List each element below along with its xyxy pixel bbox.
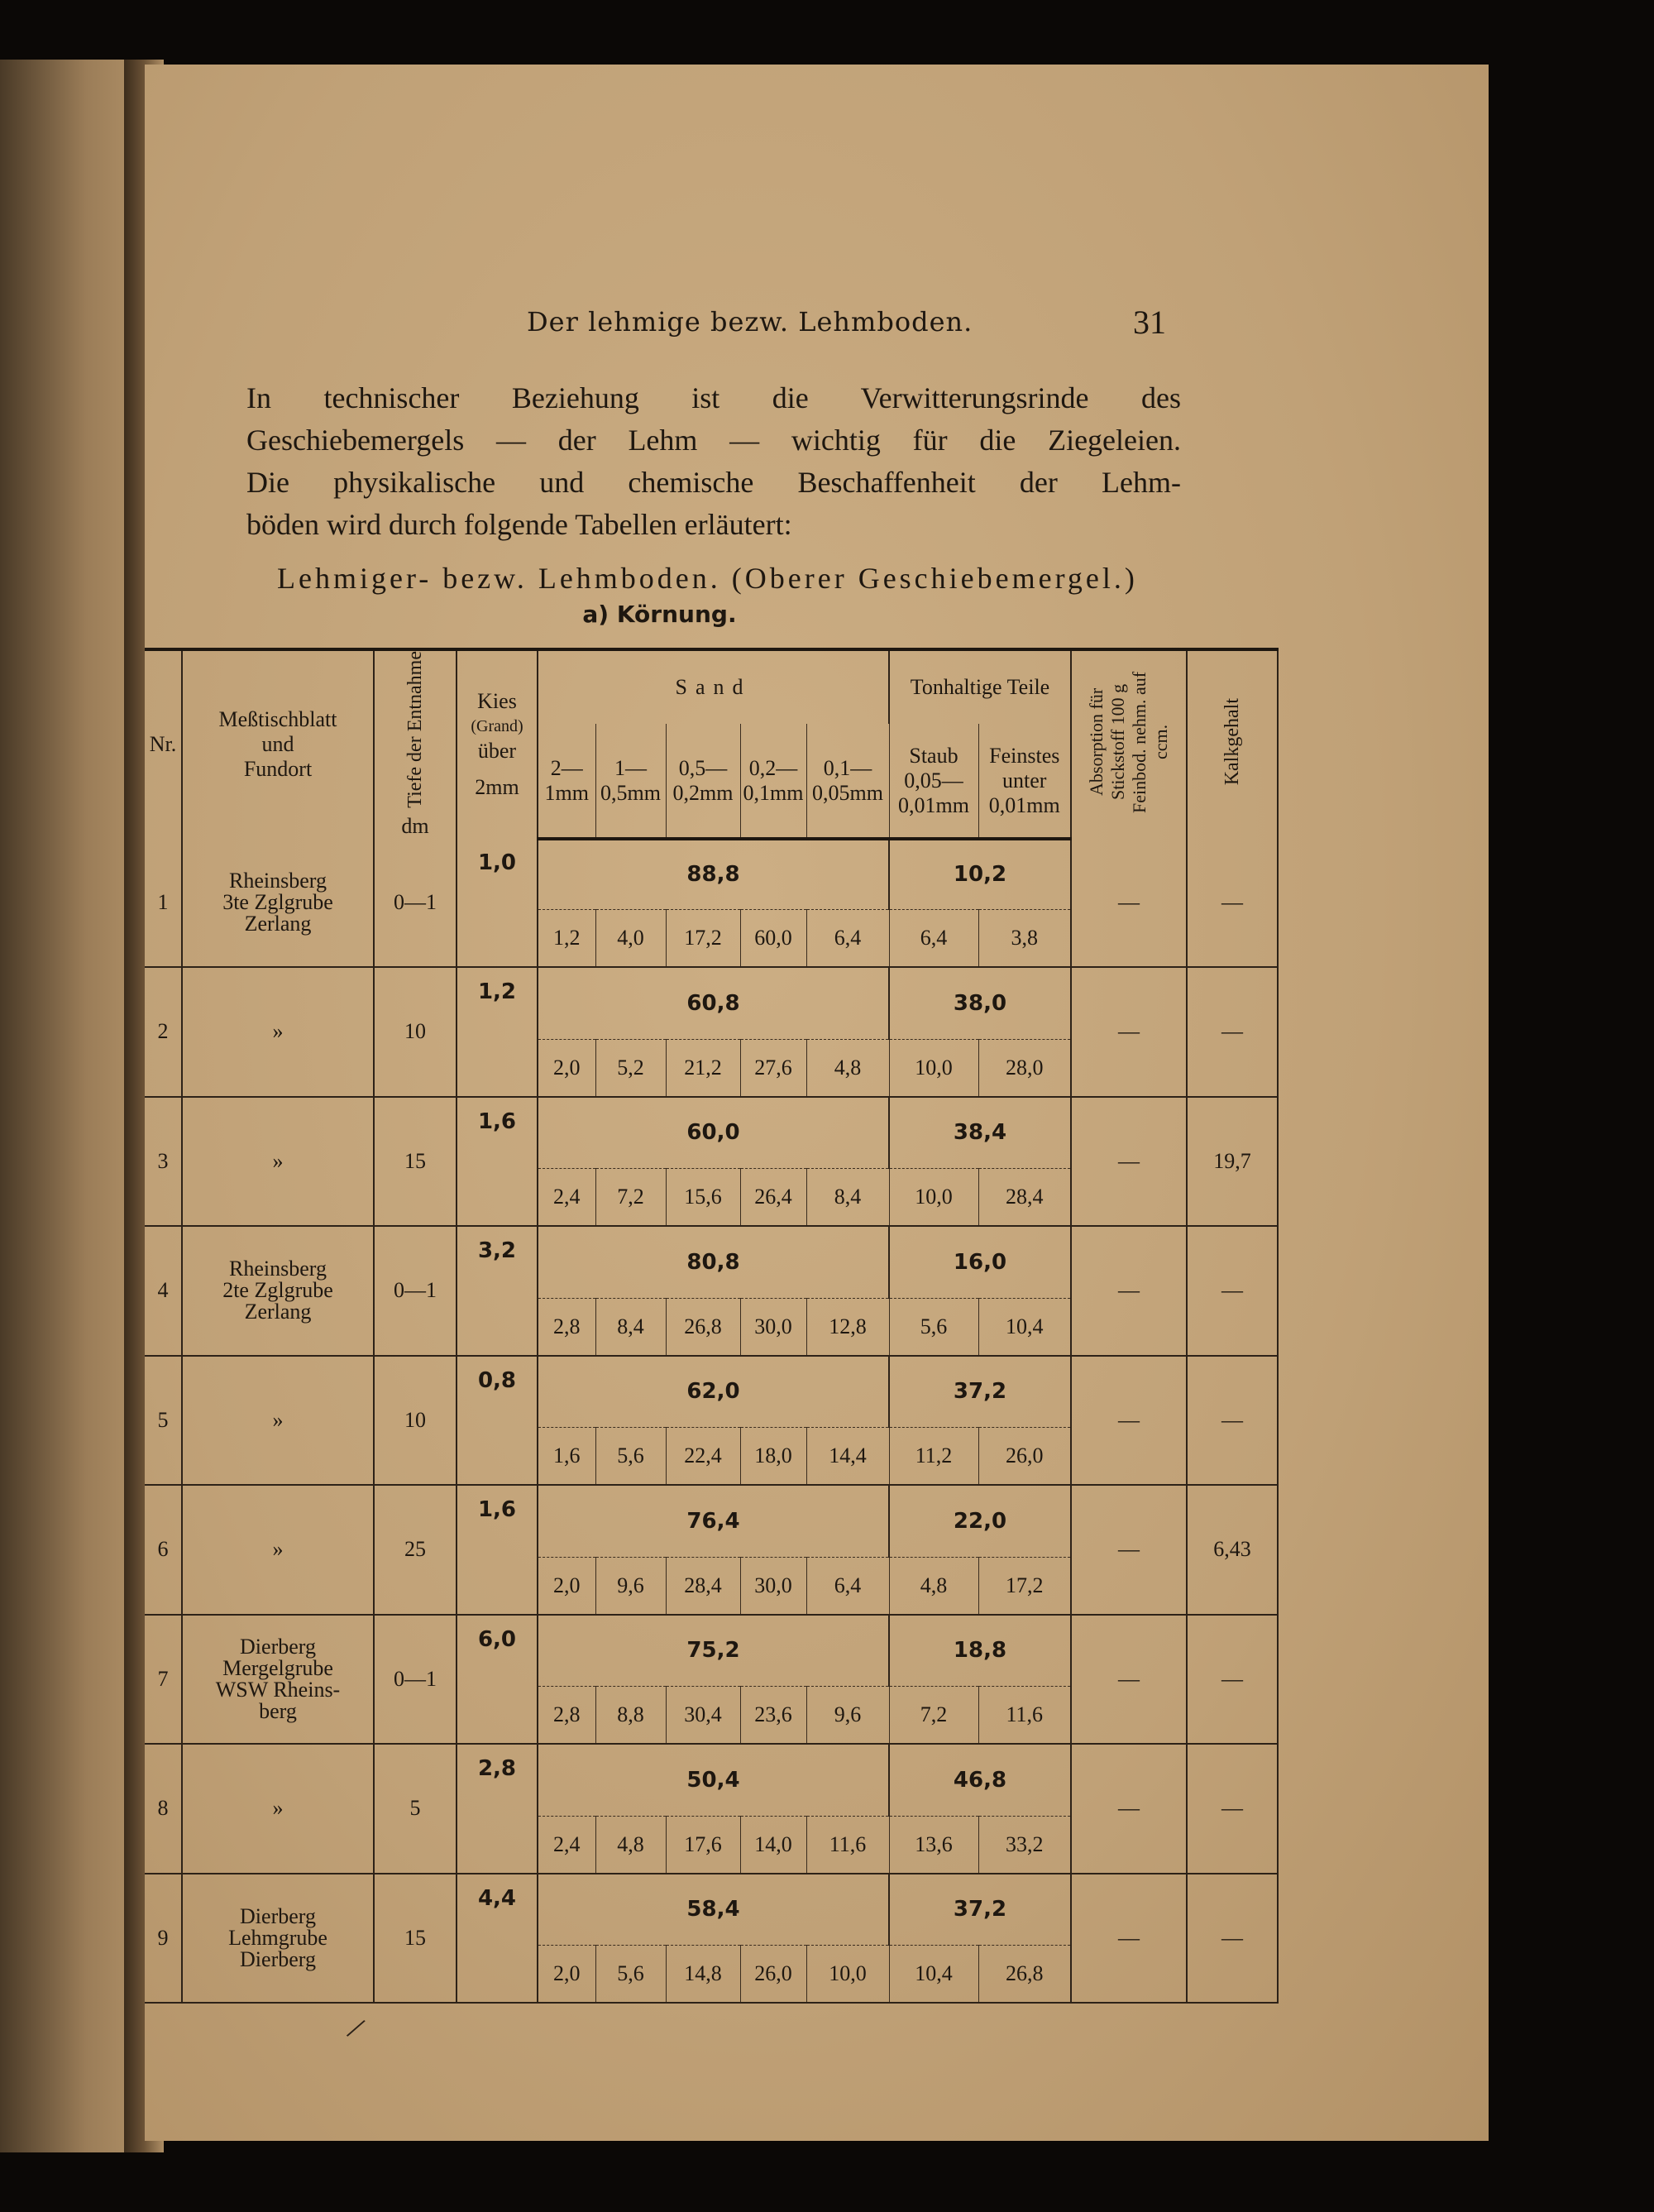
- fundort-line: 2te Zglgrube: [222, 1278, 333, 1303]
- row-kies-blank: [457, 1428, 538, 1486]
- row-kies-blank: [457, 1687, 538, 1745]
- fundort-line: »: [272, 1537, 284, 1562]
- row-sand-total: 58,4: [538, 1874, 889, 1946]
- row-sand-fraction: 14,4: [806, 1428, 889, 1486]
- table-body: [145, 839, 1278, 2004]
- row-sand-fraction: 60,0: [740, 910, 806, 968]
- header-fundort-line: Meßtischblatt: [218, 707, 337, 732]
- row-sand-fraction: 30,4: [666, 1687, 740, 1745]
- row-sand-fraction: 26,8: [666, 1298, 740, 1356]
- table-row: [145, 1744, 1278, 1816]
- fundort-line: berg: [259, 1698, 297, 1723]
- row-kies-blank: [457, 1816, 538, 1874]
- row-sand-fraction: 27,6: [740, 1039, 806, 1097]
- row-tiefe: 5: [374, 1744, 457, 1874]
- row-sand-fraction: 17,2: [666, 910, 740, 968]
- paragraph-line: Die physikalische und chemische Beschaffenheit der Lehm-: [246, 466, 1181, 499]
- row-ton-total: 37,2: [889, 1356, 1071, 1428]
- row-staub: 5,6: [889, 1298, 978, 1356]
- row-sand-fraction: 9,6: [595, 1557, 666, 1615]
- header-fundort-line: und: [261, 732, 294, 757]
- row-sand-fraction: 14,0: [740, 1816, 806, 1874]
- fundort-line: Zerlang: [244, 911, 312, 936]
- header-sand-fraction: 0,2— 0,1mm: [740, 724, 806, 838]
- row-absorption: —: [1071, 839, 1187, 968]
- row-ton-total: 38,4: [889, 1097, 1071, 1169]
- row-tiefe: 0—1: [374, 1615, 457, 1745]
- row-feinstes: 10,4: [978, 1298, 1071, 1356]
- row-ton-total: 16,0: [889, 1226, 1071, 1298]
- paragraph-line: Geschiebemergels — der Lehm — wichtig für die Ziegeleien.: [246, 424, 1181, 457]
- row-sand-fraction: 2,0: [538, 1039, 595, 1097]
- table-row: [145, 839, 1278, 910]
- row-sand-fraction: 6,4: [806, 1557, 889, 1615]
- fundort-line: Dierberg: [240, 1634, 316, 1659]
- row-kies: 0,8: [457, 1356, 538, 1428]
- row-sand-total: 60,8: [538, 967, 889, 1039]
- row-nr: 6: [145, 1485, 182, 1615]
- row-sand-fraction: 26,4: [740, 1169, 806, 1227]
- row-sand-fraction: 4,8: [595, 1816, 666, 1874]
- row-kies: 6,0: [457, 1615, 538, 1687]
- row-kalk: —: [1187, 1744, 1278, 1874]
- row-kalk: 6,43: [1187, 1485, 1278, 1615]
- row-tiefe: 25: [374, 1485, 457, 1615]
- table-title: a) Körnung.: [582, 601, 737, 628]
- header-kies-line: (Grand): [471, 717, 523, 736]
- header-staub: Staub 0,05— 0,01mm: [889, 724, 978, 838]
- row-kalk: —: [1187, 1356, 1278, 1486]
- header-kies-line: Kies: [477, 689, 517, 714]
- row-sand-total: 60,0: [538, 1097, 889, 1169]
- row-kies: 3,2: [457, 1226, 538, 1298]
- header-kies-line: über: [477, 739, 517, 764]
- row-sand-fraction: 2,0: [538, 1557, 595, 1615]
- row-sand-fraction: 2,8: [538, 1298, 595, 1356]
- row-tiefe: 0—1: [374, 839, 457, 968]
- table-row: [145, 1874, 1278, 1946]
- row-nr: 8: [145, 1744, 182, 1874]
- fundort-line: »: [272, 1796, 284, 1821]
- row-kalk: —: [1187, 1615, 1278, 1745]
- row-feinstes: 33,2: [978, 1816, 1071, 1874]
- row-staub: 6,4: [889, 910, 978, 968]
- row-sand-fraction: 12,8: [806, 1298, 889, 1356]
- row-sand-fraction: 11,6: [806, 1816, 889, 1874]
- row-kalk: —: [1187, 967, 1278, 1097]
- header-fundort-line: Fundort: [243, 757, 313, 782]
- row-feinstes: 26,0: [978, 1428, 1071, 1486]
- row-sand-total: 88,8: [538, 839, 889, 910]
- fundort-line: Rheinsberg: [229, 868, 327, 893]
- row-feinstes: 28,0: [978, 1039, 1071, 1097]
- fundort-line: Lehmgrube: [228, 1925, 327, 1950]
- row-ton-total: 10,2: [889, 839, 1071, 910]
- row-ton-total: 18,8: [889, 1615, 1071, 1687]
- row-nr: 3: [145, 1097, 182, 1227]
- row-tiefe: 15: [374, 1874, 457, 2004]
- running-head: [145, 306, 1489, 347]
- header-sand-fraction: 0,1— 0,05mm: [806, 724, 889, 838]
- row-staub: 4,8: [889, 1557, 978, 1615]
- row-fundort: [182, 1744, 374, 1874]
- section-title: Lehmiger- bezw. Lehmboden. (Oberer Geschiebemergel.): [277, 562, 1138, 595]
- header-sand-fraction: 1— 0,5mm: [595, 724, 666, 838]
- row-fundort: [182, 1097, 374, 1227]
- row-tiefe: 0—1: [374, 1226, 457, 1356]
- row-kies: 1,2: [457, 967, 538, 1039]
- row-ton-total: 22,0: [889, 1485, 1071, 1557]
- row-sand-fraction: 5,6: [595, 1946, 666, 2004]
- row-sand-fraction: 18,0: [740, 1428, 806, 1486]
- row-staub: 7,2: [889, 1687, 978, 1745]
- header-tiefe: [374, 649, 457, 839]
- row-nr: 4: [145, 1226, 182, 1356]
- row-sand-fraction: 8,4: [595, 1298, 666, 1356]
- row-absorption: —: [1071, 967, 1187, 1097]
- row-absorption: —: [1071, 1615, 1187, 1745]
- row-sand-total: 50,4: [538, 1744, 889, 1816]
- row-staub: 11,2: [889, 1428, 978, 1486]
- row-feinstes: 17,2: [978, 1557, 1071, 1615]
- row-fundort: [182, 1874, 374, 2004]
- row-ton-total: 37,2: [889, 1874, 1071, 1946]
- row-staub: 10,0: [889, 1039, 978, 1097]
- row-tiefe: 10: [374, 967, 457, 1097]
- book-page: [145, 65, 1489, 2141]
- row-ton-total: 38,0: [889, 967, 1071, 1039]
- row-kies: 1,6: [457, 1097, 538, 1169]
- row-sand-fraction: 8,8: [595, 1687, 666, 1745]
- row-sand-fraction: 26,0: [740, 1946, 806, 2004]
- fundort-line: WSW Rheins-: [215, 1677, 341, 1702]
- paragraph-line: In technischer Beziehung ist die Verwitterungsrinde des: [246, 381, 1181, 414]
- row-kalk: —: [1187, 1226, 1278, 1356]
- fundort-line: Dierberg: [240, 1946, 316, 1971]
- row-nr: 1: [145, 839, 182, 968]
- header-nr: Nr.: [145, 649, 182, 839]
- row-sand-fraction: 21,2: [666, 1039, 740, 1097]
- table-row: [145, 1485, 1278, 1557]
- row-sand-fraction: 23,6: [740, 1687, 806, 1745]
- fundort-line: Dierberg: [240, 1903, 316, 1928]
- row-nr: 7: [145, 1615, 182, 1745]
- header-kalk-label: Kalkgehalt: [1221, 698, 1243, 786]
- row-kies: 4,4: [457, 1874, 538, 1946]
- running-head-title: Der lehmige bezw. Lehmboden.: [527, 306, 973, 338]
- pencil-mark: /: [342, 2009, 370, 2047]
- header-absorption-label: Absorption für Stickstoff 100 g Feinbod. nehm. auf ccm.: [1086, 671, 1171, 813]
- table-row: [145, 1615, 1278, 1687]
- row-sand-fraction: 2,4: [538, 1169, 595, 1227]
- row-kies: 2,8: [457, 1744, 538, 1816]
- row-absorption: —: [1071, 1874, 1187, 2004]
- row-sand-fraction: 9,6: [806, 1687, 889, 1745]
- table-row: [145, 1356, 1278, 1428]
- row-sand-fraction: 22,4: [666, 1428, 740, 1486]
- row-kies-blank: [457, 910, 538, 968]
- row-feinstes: 26,8: [978, 1946, 1071, 2004]
- row-sand-fraction: 2,8: [538, 1687, 595, 1745]
- row-absorption: —: [1071, 1356, 1187, 1486]
- row-sand-fraction: 8,4: [806, 1169, 889, 1227]
- row-sand-fraction: 10,0: [806, 1946, 889, 2004]
- row-absorption: —: [1071, 1097, 1187, 1227]
- table-row: [145, 1097, 1278, 1169]
- row-kalk: 19,7: [1187, 1097, 1278, 1227]
- row-fundort: [182, 967, 374, 1097]
- row-sand-fraction: 28,4: [666, 1557, 740, 1615]
- row-feinstes: 3,8: [978, 910, 1071, 968]
- fundort-line: »: [272, 1407, 284, 1432]
- row-sand-fraction: 14,8: [666, 1946, 740, 2004]
- row-sand-fraction: 30,0: [740, 1557, 806, 1615]
- paragraph-line: böden wird durch folgende Tabellen erläutert:: [246, 508, 792, 541]
- header-kies: [457, 649, 538, 839]
- header-ton: Tonhaltige Teile: [889, 649, 1071, 724]
- row-sand-total: 80,8: [538, 1226, 889, 1298]
- row-nr: 5: [145, 1356, 182, 1486]
- row-feinstes: 28,4: [978, 1169, 1071, 1227]
- row-sand-fraction: 6,4: [806, 910, 889, 968]
- header-sand-fraction: 2— 1mm: [538, 724, 595, 838]
- page-number: 31: [1133, 304, 1166, 341]
- grain-size-table: [145, 648, 1279, 2004]
- header-sand-fraction: 0,5— 0,2mm: [666, 724, 740, 838]
- row-sand-fraction: 4,0: [595, 910, 666, 968]
- row-sand-total: 62,0: [538, 1356, 889, 1428]
- header-fundort: [182, 649, 374, 839]
- row-sand-total: 76,4: [538, 1485, 889, 1557]
- fundort-line: Zerlang: [244, 1300, 312, 1324]
- row-fundort: [182, 1356, 374, 1486]
- row-kies-blank: [457, 1169, 538, 1227]
- header-kies-line: 2mm: [475, 775, 519, 800]
- row-sand-fraction: 5,6: [595, 1428, 666, 1486]
- row-absorption: —: [1071, 1485, 1187, 1615]
- row-sand-fraction: 2,4: [538, 1816, 595, 1874]
- row-sand-fraction: 15,6: [666, 1169, 740, 1227]
- row-nr: 9: [145, 1874, 182, 2004]
- row-kies-blank: [457, 1039, 538, 1097]
- row-staub: 13,6: [889, 1816, 978, 1874]
- fundort-line: Mergelgrube: [222, 1655, 333, 1680]
- row-nr: 2: [145, 967, 182, 1097]
- row-absorption: —: [1071, 1226, 1187, 1356]
- row-tiefe: 15: [374, 1097, 457, 1227]
- row-fundort: [182, 839, 374, 968]
- row-ton-total: 46,8: [889, 1744, 1071, 1816]
- fundort-line: »: [272, 1148, 284, 1173]
- row-sand-fraction: 30,0: [740, 1298, 806, 1356]
- fundort-line: 3te Zglgrube: [222, 889, 333, 914]
- row-staub: 10,0: [889, 1169, 978, 1227]
- row-kies: 1,0: [457, 839, 538, 910]
- row-sand-fraction: 7,2: [595, 1169, 666, 1227]
- row-absorption: —: [1071, 1744, 1187, 1874]
- intro-paragraph: [246, 377, 1181, 546]
- row-kalk: —: [1187, 1874, 1278, 2004]
- row-kalk: —: [1187, 839, 1278, 968]
- row-sand-fraction: 4,8: [806, 1039, 889, 1097]
- row-kies-blank: [457, 1946, 538, 2004]
- row-fundort: [182, 1615, 374, 1745]
- row-tiefe: 10: [374, 1356, 457, 1486]
- row-sand-fraction: 1,2: [538, 910, 595, 968]
- row-kies-blank: [457, 1557, 538, 1615]
- table-row: [145, 967, 1278, 1039]
- row-fundort: [182, 1226, 374, 1356]
- row-kies: 1,6: [457, 1485, 538, 1557]
- fundort-line: »: [272, 1019, 284, 1044]
- row-sand-fraction: 2,0: [538, 1946, 595, 2004]
- header-kalk: [1187, 649, 1278, 839]
- row-feinstes: 11,6: [978, 1687, 1071, 1745]
- row-kies-blank: [457, 1298, 538, 1356]
- header-tiefe-label: Tiefe der Entnahme: [404, 651, 426, 808]
- header-sand: Sand: [538, 649, 889, 724]
- header-absorption: [1071, 649, 1187, 839]
- row-fundort: [182, 1485, 374, 1615]
- table-row: [145, 1226, 1278, 1298]
- row-sand-fraction: 17,6: [666, 1816, 740, 1874]
- fundort-line: Rheinsberg: [229, 1257, 327, 1281]
- row-staub: 10,4: [889, 1946, 978, 2004]
- row-sand-fraction: 1,6: [538, 1428, 595, 1486]
- header-feinstes: Feinstes unter 0,01mm: [978, 724, 1071, 838]
- row-sand-fraction: 5,2: [595, 1039, 666, 1097]
- header-tiefe-unit: dm: [401, 813, 429, 838]
- row-sand-total: 75,2: [538, 1615, 889, 1687]
